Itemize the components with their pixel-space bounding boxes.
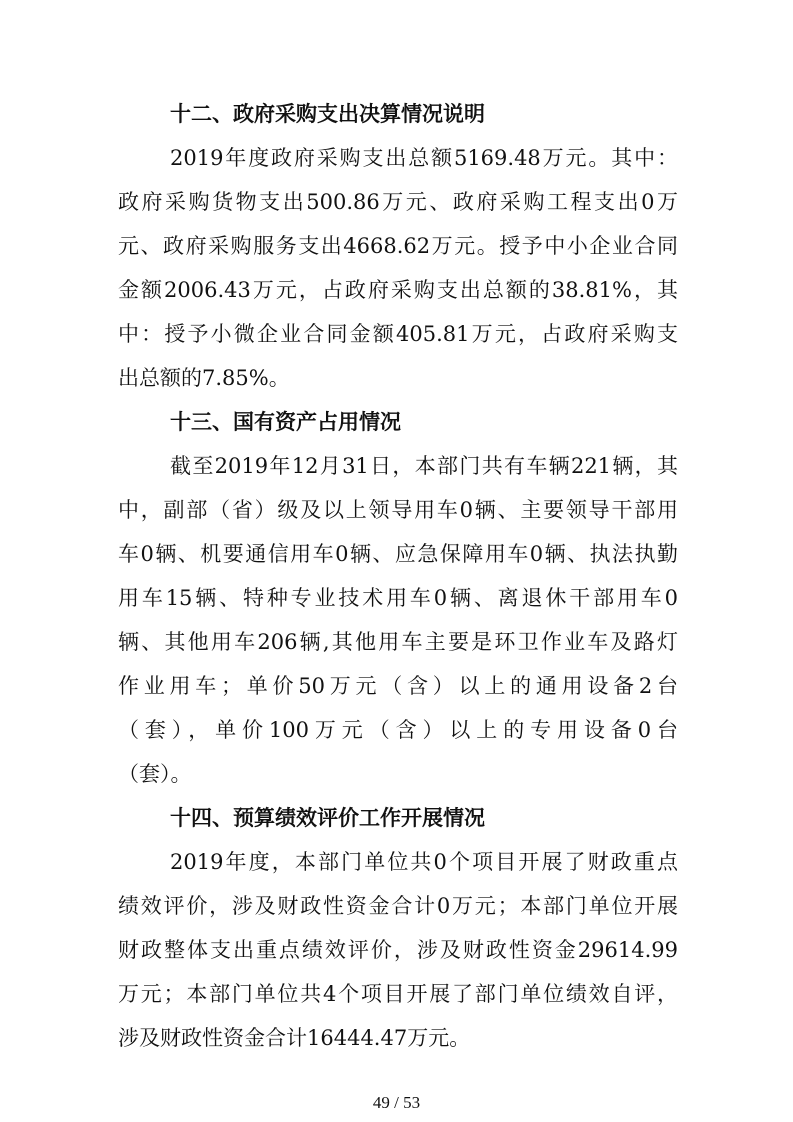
- section-13-line: 用车15辆、特种专业技术用车0辆、离退休干部用车0: [118, 586, 678, 610]
- section-14-line: 2019年度，本部门单位共0个项目开展了财政重点: [170, 850, 678, 874]
- section-13-line: 中，副部（省）级及以上领导用车0辆、主要领导干部用: [118, 498, 678, 522]
- section-13-line: 车0辆、机要通信用车0辆、应急保障用车0辆、执法执勤: [118, 542, 678, 566]
- section-14-line: 涉及财政性资金合计16444.47万元。: [118, 1026, 471, 1050]
- section-13-line: 截至2019年12月31日，本部门共有车辆221辆，其: [170, 454, 678, 478]
- section-14-line: 绩效评价，涉及财政性资金合计0万元；本部门单位开展: [118, 894, 678, 918]
- section-12-heading: 十二、政府采购支出决算情况说明: [170, 102, 485, 126]
- section-13-line: 作业用车；单价50万元（含）以上的通用设备2台: [118, 674, 678, 698]
- section-12-line: 中：授予小微企业合同金额405.81万元，占政府采购支: [118, 322, 678, 346]
- section-14-heading: 十四、预算绩效评价工作开展情况: [170, 806, 485, 830]
- section-13-heading: 十三、国有资产占用情况: [170, 410, 401, 434]
- page-number: 49 / 53: [372, 1093, 421, 1112]
- section-12-line: 金额2006.43万元，占政府采购支出总额的38.81%，其: [118, 278, 678, 302]
- section-12-line: 2019年度政府采购支出总额5169.48万元。其中：: [170, 146, 678, 170]
- section-13-line: （套），单价100万元（含）以上的专用设备0台: [118, 718, 678, 742]
- section-12-line: 出总额的7.85%。: [118, 366, 290, 390]
- section-13-line: 辆、其他用车206辆,其他用车主要是环卫作业车及路灯: [118, 630, 678, 654]
- section-14-line: 万元；本部门单位共4个项目开展了部门单位绩效自评，: [118, 982, 678, 1006]
- section-12-line: 政府采购货物支出500.86万元、政府采购工程支出0万: [118, 190, 678, 214]
- section-14-line: 财政整体支出重点绩效评价，涉及财政性资金29614.99: [118, 938, 678, 962]
- section-13-line: （套）。: [118, 762, 192, 786]
- section-12-line: 元、政府采购服务支出4668.62万元。授予中小企业合同: [118, 234, 678, 258]
